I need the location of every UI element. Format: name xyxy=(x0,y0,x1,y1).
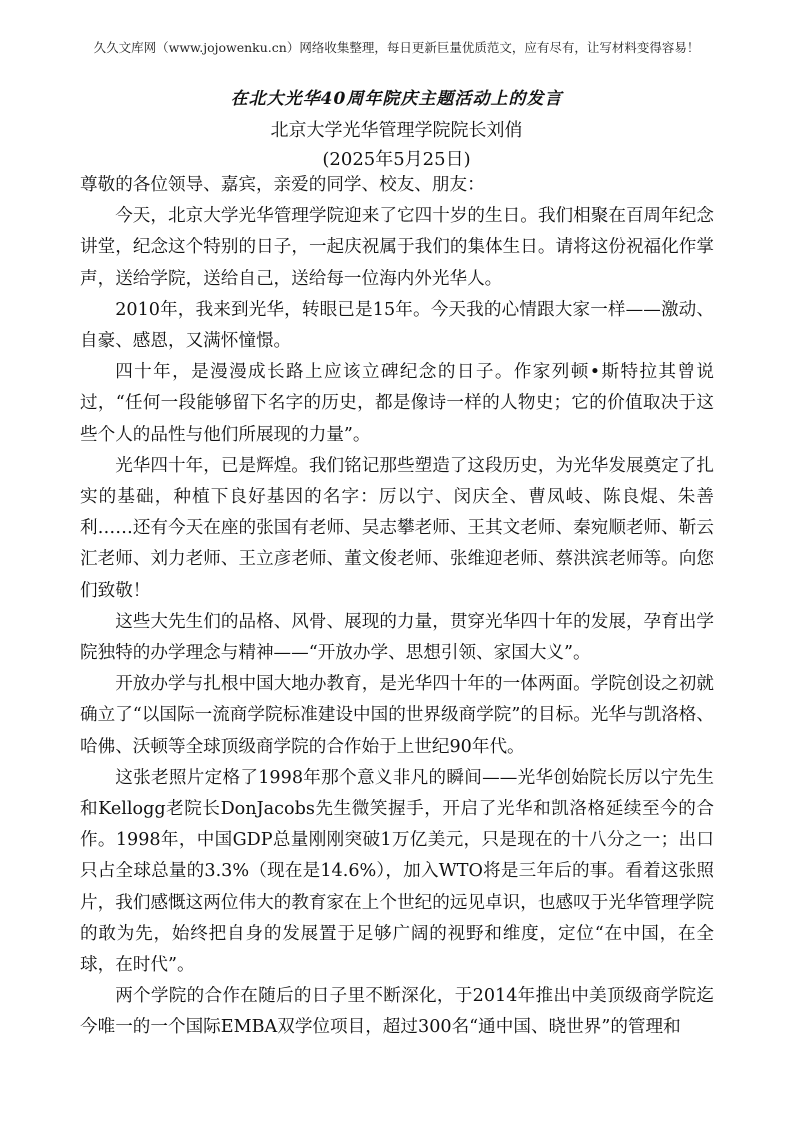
paragraph: 今天，北京大学光华管理学院迎来了它四十岁的生日。我们相聚在百周年纪念讲堂，纪念这个特别的日子，一起庆祝属于我们的集体生日。请将这份祝福化作掌声，送给学院，送给自己，送给每一位海内外光华人。 xyxy=(80,206,714,289)
document-title: 在北大光华40周年院庆主题活动上的发言 xyxy=(230,89,563,109)
paragraph: 光华四十年，已是辉煌。我们铭记那些塑造了这段历史，为光华发展奠定了扎实的基础，种植下良好基因的名字：厉以宁、闵庆全、曹凤岐、陈良焜、朱善利……还有今天在座的张国有老师、吴志攀老师、王其文老师、秦宛顺老师、靳云汇老师、刘力老师、王立彦老师、董文俊老师、张维迎老师、蔡洪滨老师等。向您们致敬！ xyxy=(80,455,714,601)
paragraph: 开放办学与扎根中国大地办教育，是光华四十年的一体两面。学院创设之初就确立了“以国际一流商学院标准建设中国的世界级商学院”的目标。光华与凯洛格、哈佛、沃顿等全球顶级商学院的合作始于上世纪90年代。 xyxy=(80,674,714,757)
author-line: 北京大学光华管理学院院长刘俏 xyxy=(270,120,523,141)
paragraph: 四十年，是漫漫成长路上应该立碑纪念的日子。作家列顿•斯特拉其曾说过，“任何一段能够留下名字的历史，都是像诗一样的人物史；它的价值取决于这些个人的品性与他们所展现的力量”。 xyxy=(80,362,714,445)
paragraph: 2010年，我来到光华，转眼已是15年。今天我的心情跟大家一样——激动、自豪、感恩，又满怀憧憬。 xyxy=(80,299,714,352)
document-date: (2025年5月25日) xyxy=(322,149,471,170)
paragraph: 这些大先生们的品格、风骨、展现的力量，贯穿光华四十年的发展，孕育出学院独特的办学理念与精神——“开放办学、思想引领、家国大义”。 xyxy=(80,611,714,664)
document-body xyxy=(80,170,714,1044)
paragraph: 两个学院的合作在随后的日子里不断深化，于2014年推出中美顶级商学院迄今唯一的一个国际EMBA双学位项目，超过300名“通中国、晓世界”的管理和 xyxy=(80,986,714,1038)
salutation: 尊敬的各位领导、嘉宾，亲爱的同学、校友、朋友： xyxy=(80,175,485,195)
paragraph: 这张老照片定格了1998年那个意义非凡的瞬间——光华创始院长厉以宁先生和Kellogg老院长DonJacobs先生微笑握手，开启了光华和凯洛格延续至今的合作。1998年，中国GDP总量刚刚突破1万亿美元，只是现在的十八分之一；出口只占全球总量的3.3%（现在是14.6%），加入WTO将是三年后的事。看着这张照片，我们感慨这两位伟大的教育家在上个世纪的远见卓识，也感叹于光华管理学院的敢为先，始终把自身的发展置于足够广阔的视野和维度，定位“在中国，在全球，在时代”。 xyxy=(80,767,714,976)
header-note: 久久文库网（www.jojowenku.cn）网络收集整理，每日更新巨量优质范文，应有尽有，让写材料变得容易！ xyxy=(93,40,700,55)
